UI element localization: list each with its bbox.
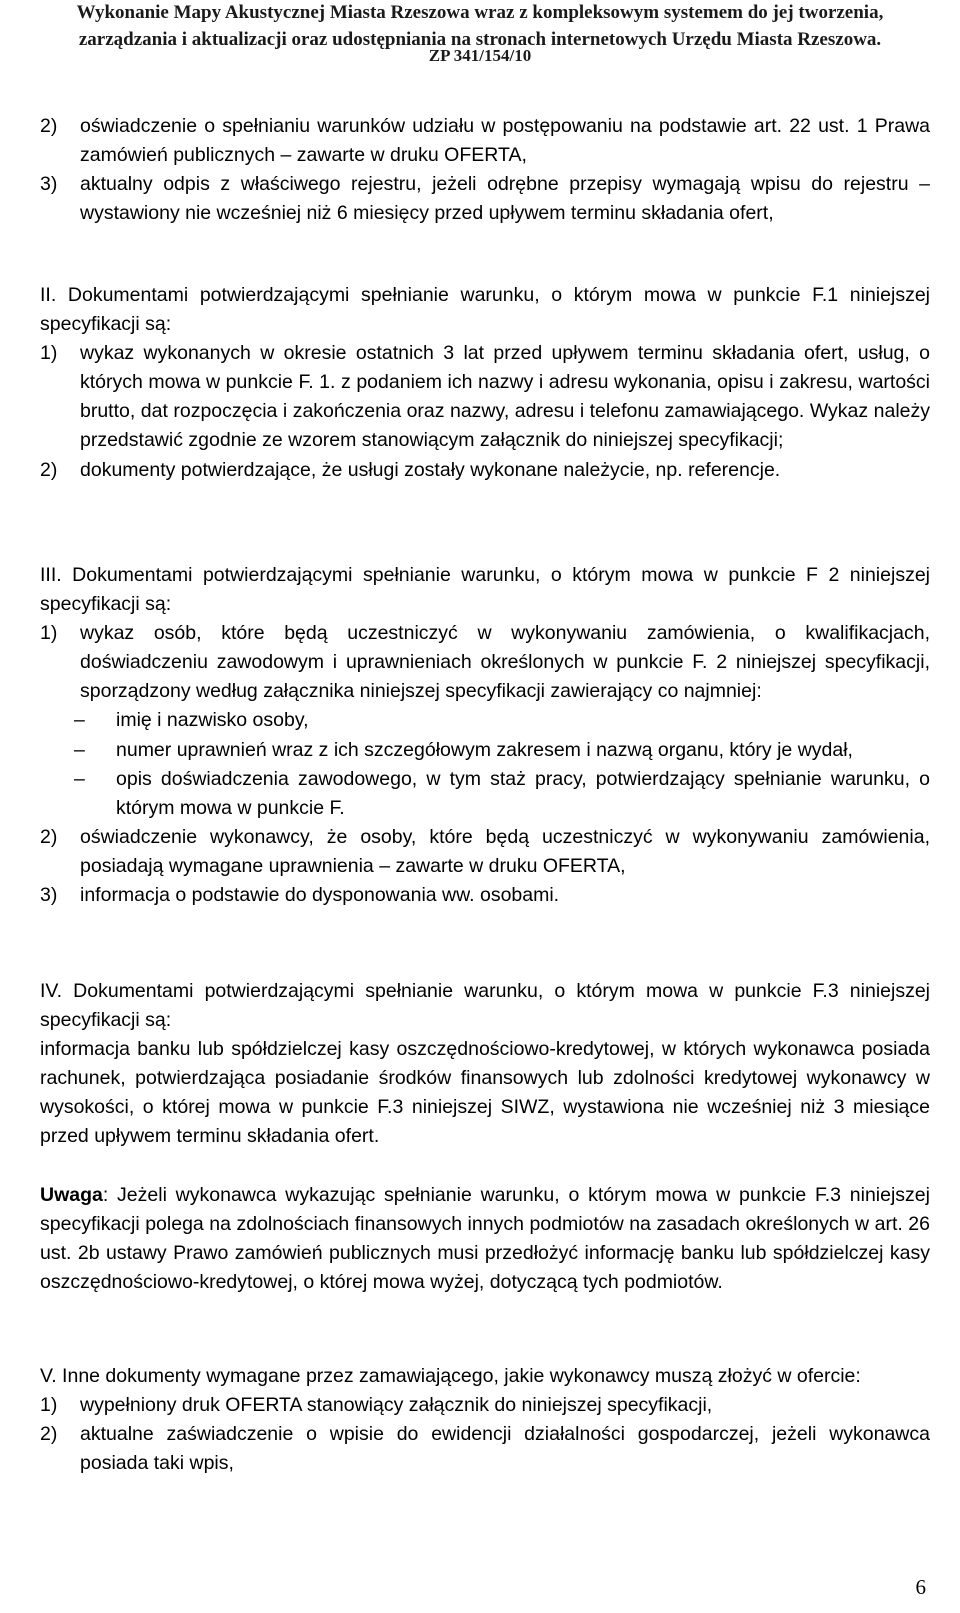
list-item [40,1391,930,1420]
section-ii [40,281,930,485]
dash-text: opis doświadczenia zawodowego, w tym staż pracy, potwierdzający spełnianie warunku, o którym mowa w punkcie F. [116,767,930,819]
item-number: 3) [40,884,58,907]
list-item [40,823,930,881]
item-number: 2) [40,115,58,137]
dash-text: imię i nazwisko osoby, [116,709,309,732]
section-v [40,1362,930,1478]
header-title-line-1: Wykonanie Mapy Akustycznej Miasta Rzeszowa wraz z kompleksowym systemem do jej tworzenia, [76,2,884,23]
list-item [40,339,930,455]
item-number: 1) [40,622,58,645]
list-item [40,170,930,228]
item-number: 2) [40,1423,58,1446]
item-text: wypełniony druk OFERTA stanowiący załącznik do niniejszej specyfikacji, [80,1394,713,1417]
dash-text: numer uprawnień wraz z ich szczegółowym zakresem i nazwą organu, który je wydał, [116,738,853,761]
note-label: Uwaga [40,1183,103,1206]
section-i-continuation [40,112,930,228]
item-number: 2) [40,458,58,481]
dash-list-item [40,736,930,765]
item-text: dokumenty potwierdzające, że usługi zostały wykonane należycie, np. referencje. [80,458,781,481]
section-body: informacja banku lub spółdzielczej kasy oszczędnościowo-kredytowej, w których wykonawca posiada rachunek, potwierdzająca posiadanie środków finansowych lub zdolności kredytowej wykonawcy w wysokości, o której mowa w punkcie F.3 niniejszej SIWZ, wystawiona nie wcześniej niż 3 miesiące przed upływem terminu składania ofert. [40,1038,930,1148]
section-intro: III. Dokumentami potwierdzającymi spełnianie warunku, o którym mowa w punkcie F 2 niniejszej specyfikacji są: [40,564,930,616]
section-intro: V. Inne dokumenty wymagane przez zamawiającego, jakie wykonawcy muszą złożyć w ofercie: [40,1365,861,1387]
item-text: wykaz osób, które będą uczestniczyć w wykonywaniu zamówienia, o kwalifikacjach, doświadczeniu zawodowym i uprawnieniach określonych w punkcie F. 2 niniejszej specyfikacji, sporządzony według załącznika niniejszej specyfikacji zawierający co najmniej: [80,622,930,703]
item-text: informacja o podstawie do dysponowania ww. osobami. [80,884,560,907]
section-iii [40,561,930,910]
header-title-line-2: zarządzania i aktualizacji oraz udostępniania na stronach internetowych Urzędu Miasta Rzeszowa. [78,29,882,50]
item-text: oświadczenie o spełnianiu warunków udziału w postępowaniu na podstawie art. 22 ust. 1 Prawa zamówień publicznych – zawarte w druku OFERTA, [80,115,930,167]
list-item [40,881,930,910]
note-paragraph [40,1181,930,1297]
list-item [40,112,930,170]
dash-list-item [40,765,930,823]
section-intro: IV. Dokumentami potwierdzającymi spełnianie warunku, o którym mowa w punkcie F.3 niniejszej specyfikacji są: [40,980,930,1032]
list-item [40,1420,930,1478]
page-number: 6 [915,1575,926,1599]
section-iv [40,977,930,1297]
item-text: wykaz wykonanych w okresie ostatnich 3 lat przed upływem terminu składania ofert, usług, o których mowa w punkcie F. 1. z podaniem ich nazwy i adresu wykonania, opisu i zakresu, wartości brutto, dat rozpoczęcia i zakończenia oraz nazwy, adresu i telefonu zamawiającego. Wykaz należy przedstawić zgodnie ze wzorem stanowiącym załącznik do niniejszej specyfikacji; [80,342,930,452]
item-text: aktualny odpis z właściwego rejestru, jeżeli odrębne przepisy wymagają wpisu do rejestru – wystawiony nie wcześniej niż 6 miesięcy przed upływem terminu składania ofert, [80,173,930,225]
dash-mark: – [74,709,85,732]
section-intro: II. Dokumentami potwierdzającymi spełnianie warunku, o którym mowa w punkcie F.1 niniejszej specyfikacji są: [40,284,930,336]
dash-list-item [40,706,930,735]
item-number: 1) [40,342,58,365]
note-text: : Jeżeli wykonawca wykazując spełnianie warunku, o którym mowa w punkcie F.3 niniejszej specyfikacji polega na zdolnościach finansowych innych podmiotów na zasadach określonych w art. 26 ust. 2b ustawy Prawo zamówień publicznych musi przedłożyć informację banku lub spółdzielczej kasy oszczędnościowo-kredytowej, o której mowa wyżej, dotyczącą tych podmiotów. [40,1183,930,1293]
list-item [40,619,930,706]
dash-mark: – [74,767,85,790]
item-number: 1) [40,1394,58,1417]
header-reference-number: ZP 341/154/10 [428,46,532,65]
item-text: oświadczenie wykonawcy, że osoby, które będą uczestniczyć w wykonywaniu zamówienia, posiadają wymagane uprawnienia – zawarte w druku OFERTA, [80,825,930,877]
item-number: 2) [40,825,58,848]
dash-mark: – [74,738,85,761]
item-text: aktualne zaświadczenie o wpisie do ewidencji działalności gospodarczej, jeżeli wykonawca posiada taki wpis, [80,1423,930,1475]
item-number: 3) [40,173,58,196]
list-item [40,456,930,485]
